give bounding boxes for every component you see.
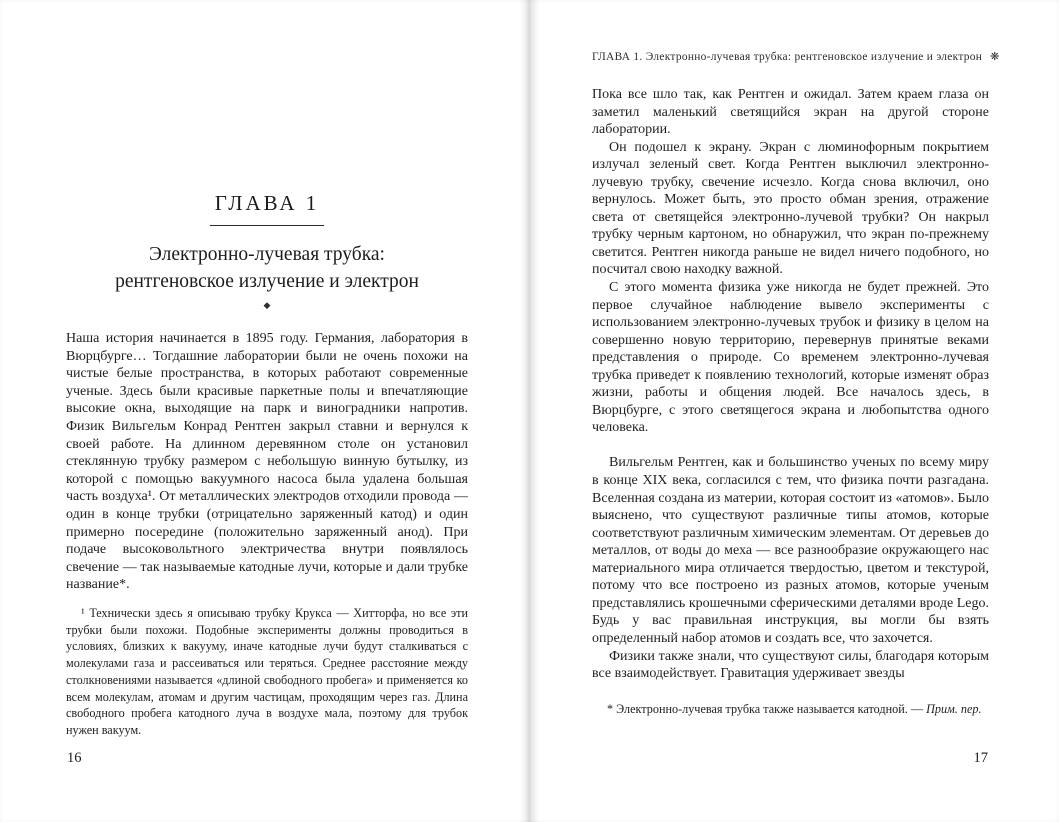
right-footnote (592, 701, 989, 718)
chapter-subtitle-line1: Электронно-лучевая трубка: (149, 244, 385, 265)
page-right (592, 0, 1000, 822)
right-body (592, 86, 989, 683)
page-number-right: 17 (973, 750, 988, 766)
chapter-heading (66, 191, 468, 226)
diamond-ornament-icon: ◆ (263, 300, 271, 310)
body-paragraph: Вильгельм Рентген, как и большинство ученых по всему миру в конце XIX века, согласился с тем, что физика почти разгадана. Вселенная создана из материи, которая состоит из «атомов». Было выяснено, что существуют различные типы атомов, которые соответствуют различным химическим элементам. От деревьев до металлов, от воды до меха — все разнообразие окружающего нас материального мира отличается твердостью, цветом и текстурой, потому что все построено из разных атомов, которые ученым представлялись крошечными сферическими деталями вроде Lego. Будь у вас правильная инструкция, вы могли бы взять определенный набор атомов и создать все, что захочется. (592, 455, 989, 646)
right-footnote-translator-note: Прим. пер. (926, 702, 982, 716)
body-paragraph: Физики также знали, что существуют силы, благодаря которым все взаимодействует. Гравитация удерживает звезды (592, 648, 989, 682)
left-footnote: ¹ Технически здесь я описываю трубку Крукса — Хитторфа, но все эти трубки были похожи. Подобные эксперименты должны проводиться в условиях, близких к вакууму, иначе катодные лучи будут сталкиваться с молекулами газа и рассеиваться или теряться. Среднее расстояние между столкновениями называется «длиной свободного пробега» и применяется ко всем молекулам, атомам и другим частицам, проходящим через газ. Длина свободного пробега катодного луча в воздухе мала, поэтому для трубок нужен вакуум. (66, 606, 468, 737)
body-paragraph: С этого момента физика уже никогда не будет прежней. Это первое случайное наблюдение вывело эксперименты с использованием электронно-лучевых трубок и физику в целом на совершенно новую территорию, перевернув принятые веками представления о природе. Со временем электронно-лучевая трубка приведет к появлению технологий, которые изменят образ жизни, работы и общения людей. Все началось здесь, в Вюрцбурге, с этого светящегося экрана и любопытства одного человека. (592, 280, 989, 436)
header-flower-icon: ❋ (990, 51, 1000, 63)
running-header (592, 50, 1000, 63)
right-footnote-text: * Электронно-лучевая трубка также называется катодной. — (607, 702, 927, 716)
chapter-heading-text: ГЛАВА 1 (210, 191, 325, 226)
page-number-left: 16 (67, 750, 82, 766)
running-header-text: ГЛАВА 1. Электронно-лучевая трубка: рентгеновское излучение и электрон (592, 50, 983, 63)
body-paragraph: Пока все шло так, как Рентген и ожидал. Затем краем глаза он заметил маленький светящийся экран на другой стороне лаборатории. (592, 87, 989, 138)
body-paragraph: Он подошел к экрану. Экран с люминофорным покрытием излучал зеленый свет. Когда Рентген выключил электронно-лучевую трубку, свечение исчезло. Когда снова включил, оно вернулось. Может быть, это просто обман зрения, отражение света от светящейся электронно-лучевой трубки? Он накрыл трубку черным картоном, но обнаружил, что экран по-прежнему светится. Рентген никогда раньше не видел ничего подобного, но посчитал свою находку важной. (592, 139, 989, 278)
left-body-paragraph: Наша история начинается в 1895 году. Германия, лаборатория в Вюрцбурге… Тогдашние лаборатории были не очень похожи на чистые белые пространства, в которых работают современные ученые. Здесь были красивые паркетные полы и впечатляющие высокие окна, выходящие на парк и виноградники напротив. Физик Вильгельм Конрад Рентген закрыл ставни и вернулся к своей работе. На длинном деревянном столе он установил стеклянную трубку размером с небольшую винную бутылку, из которой с помощью вакуумного насоса была удалена большая часть воздуха¹. От металлических электродов отходили провода — один в конце трубки (отрицательно заряженный катод) и один примерно посередине (положительно заряженный анод). При подаче высоковольтного электричества внутри появлялось свечение — так называемые катодные лучи, которые и дали трубке название*. (66, 331, 468, 593)
chapter-subtitle (66, 241, 468, 295)
page-left (66, 0, 468, 822)
chapter-subtitle-line2: рентгеновское излучение и электрон (115, 271, 419, 292)
page-gutter (520, 0, 540, 822)
